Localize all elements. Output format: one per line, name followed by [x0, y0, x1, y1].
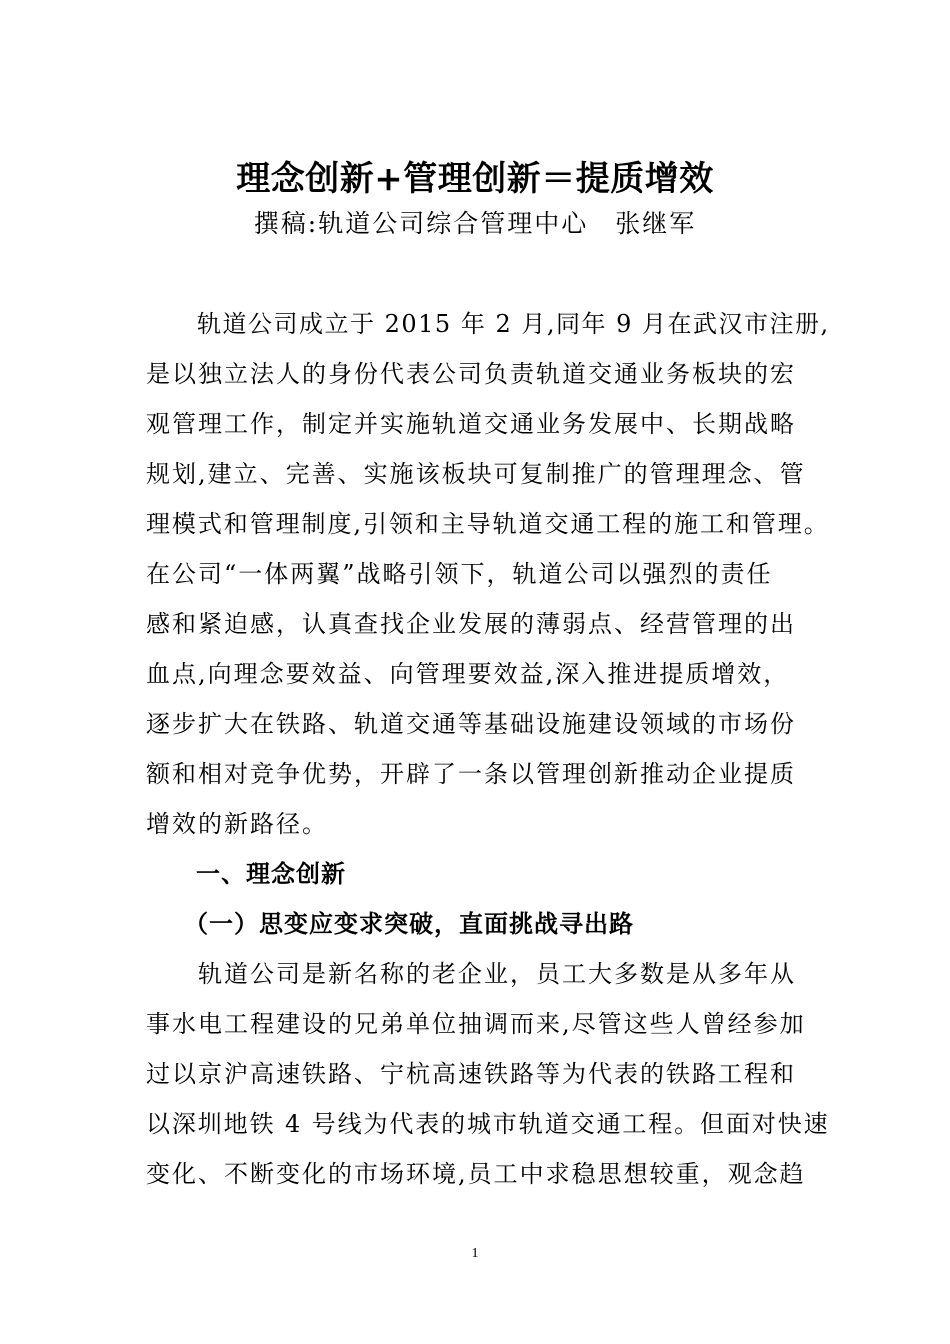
body-line: 感和紧迫感，认真查找企业发展的薄弱点、经营管理的出 [146, 610, 796, 638]
body-line: 在公司“一体两翼”战略引领下，轨道公司以强烈的责任 [146, 560, 773, 588]
body-line: 轨道公司成立于 2015 年 2 月,同年 9 月在武汉市注册, [146, 310, 830, 338]
body-line: 观管理工作，制定并实施轨道交通业务发展中、长期战略 [146, 410, 796, 438]
body-line: 规划,建立、完善、实施该板块可复制推广的管理理念、管 [146, 460, 806, 488]
body-line: 是以独立法人的身份代表公司负责轨道交通业务板块的宏 [146, 360, 796, 388]
body-line: 额和相对竞争优势，开辟了一条以管理创新推动企业提质 [146, 760, 796, 788]
document-title: 理念创新+管理创新＝提质增效 [236, 159, 714, 199]
body-line: 以深圳地铁 4 号线为代表的城市轨道交通工程。但面对快速 [146, 1110, 830, 1138]
page-number: 1 [471, 1246, 479, 1261]
section-heading: 一、理念创新 [146, 860, 346, 888]
body-line: 事水电工程建设的兄弟单位抽调而来,尽管这些人曾经参加 [146, 1010, 806, 1038]
body-line: 血点,向理念要效益、向管理要效益,深入推进提质增效， [146, 660, 790, 688]
author-byline: 撰稿:轨道公司综合管理中心 张继军 [253, 209, 697, 238]
body-line: 逐步扩大在铁路、轨道交通等基础设施建设领域的市场份 [146, 710, 796, 738]
body-line: 理模式和管理制度,引领和主导轨道交通工程的施工和管理。 [146, 510, 830, 538]
body-line: 增效的新路径。 [146, 810, 328, 838]
subsection-heading: （一）思变应变求突破，直面挑战寻出路 [146, 910, 634, 938]
body-line: 变化、不断变化的市场环境,员工中求稳思想较重，观念趋 [146, 1160, 806, 1188]
body-line: 过以京沪高速铁路、宁杭高速铁路等为代表的铁路工程和 [146, 1060, 796, 1088]
body-line: 轨道公司是新名称的老企业，员工大多数是从多年从 [146, 960, 796, 988]
